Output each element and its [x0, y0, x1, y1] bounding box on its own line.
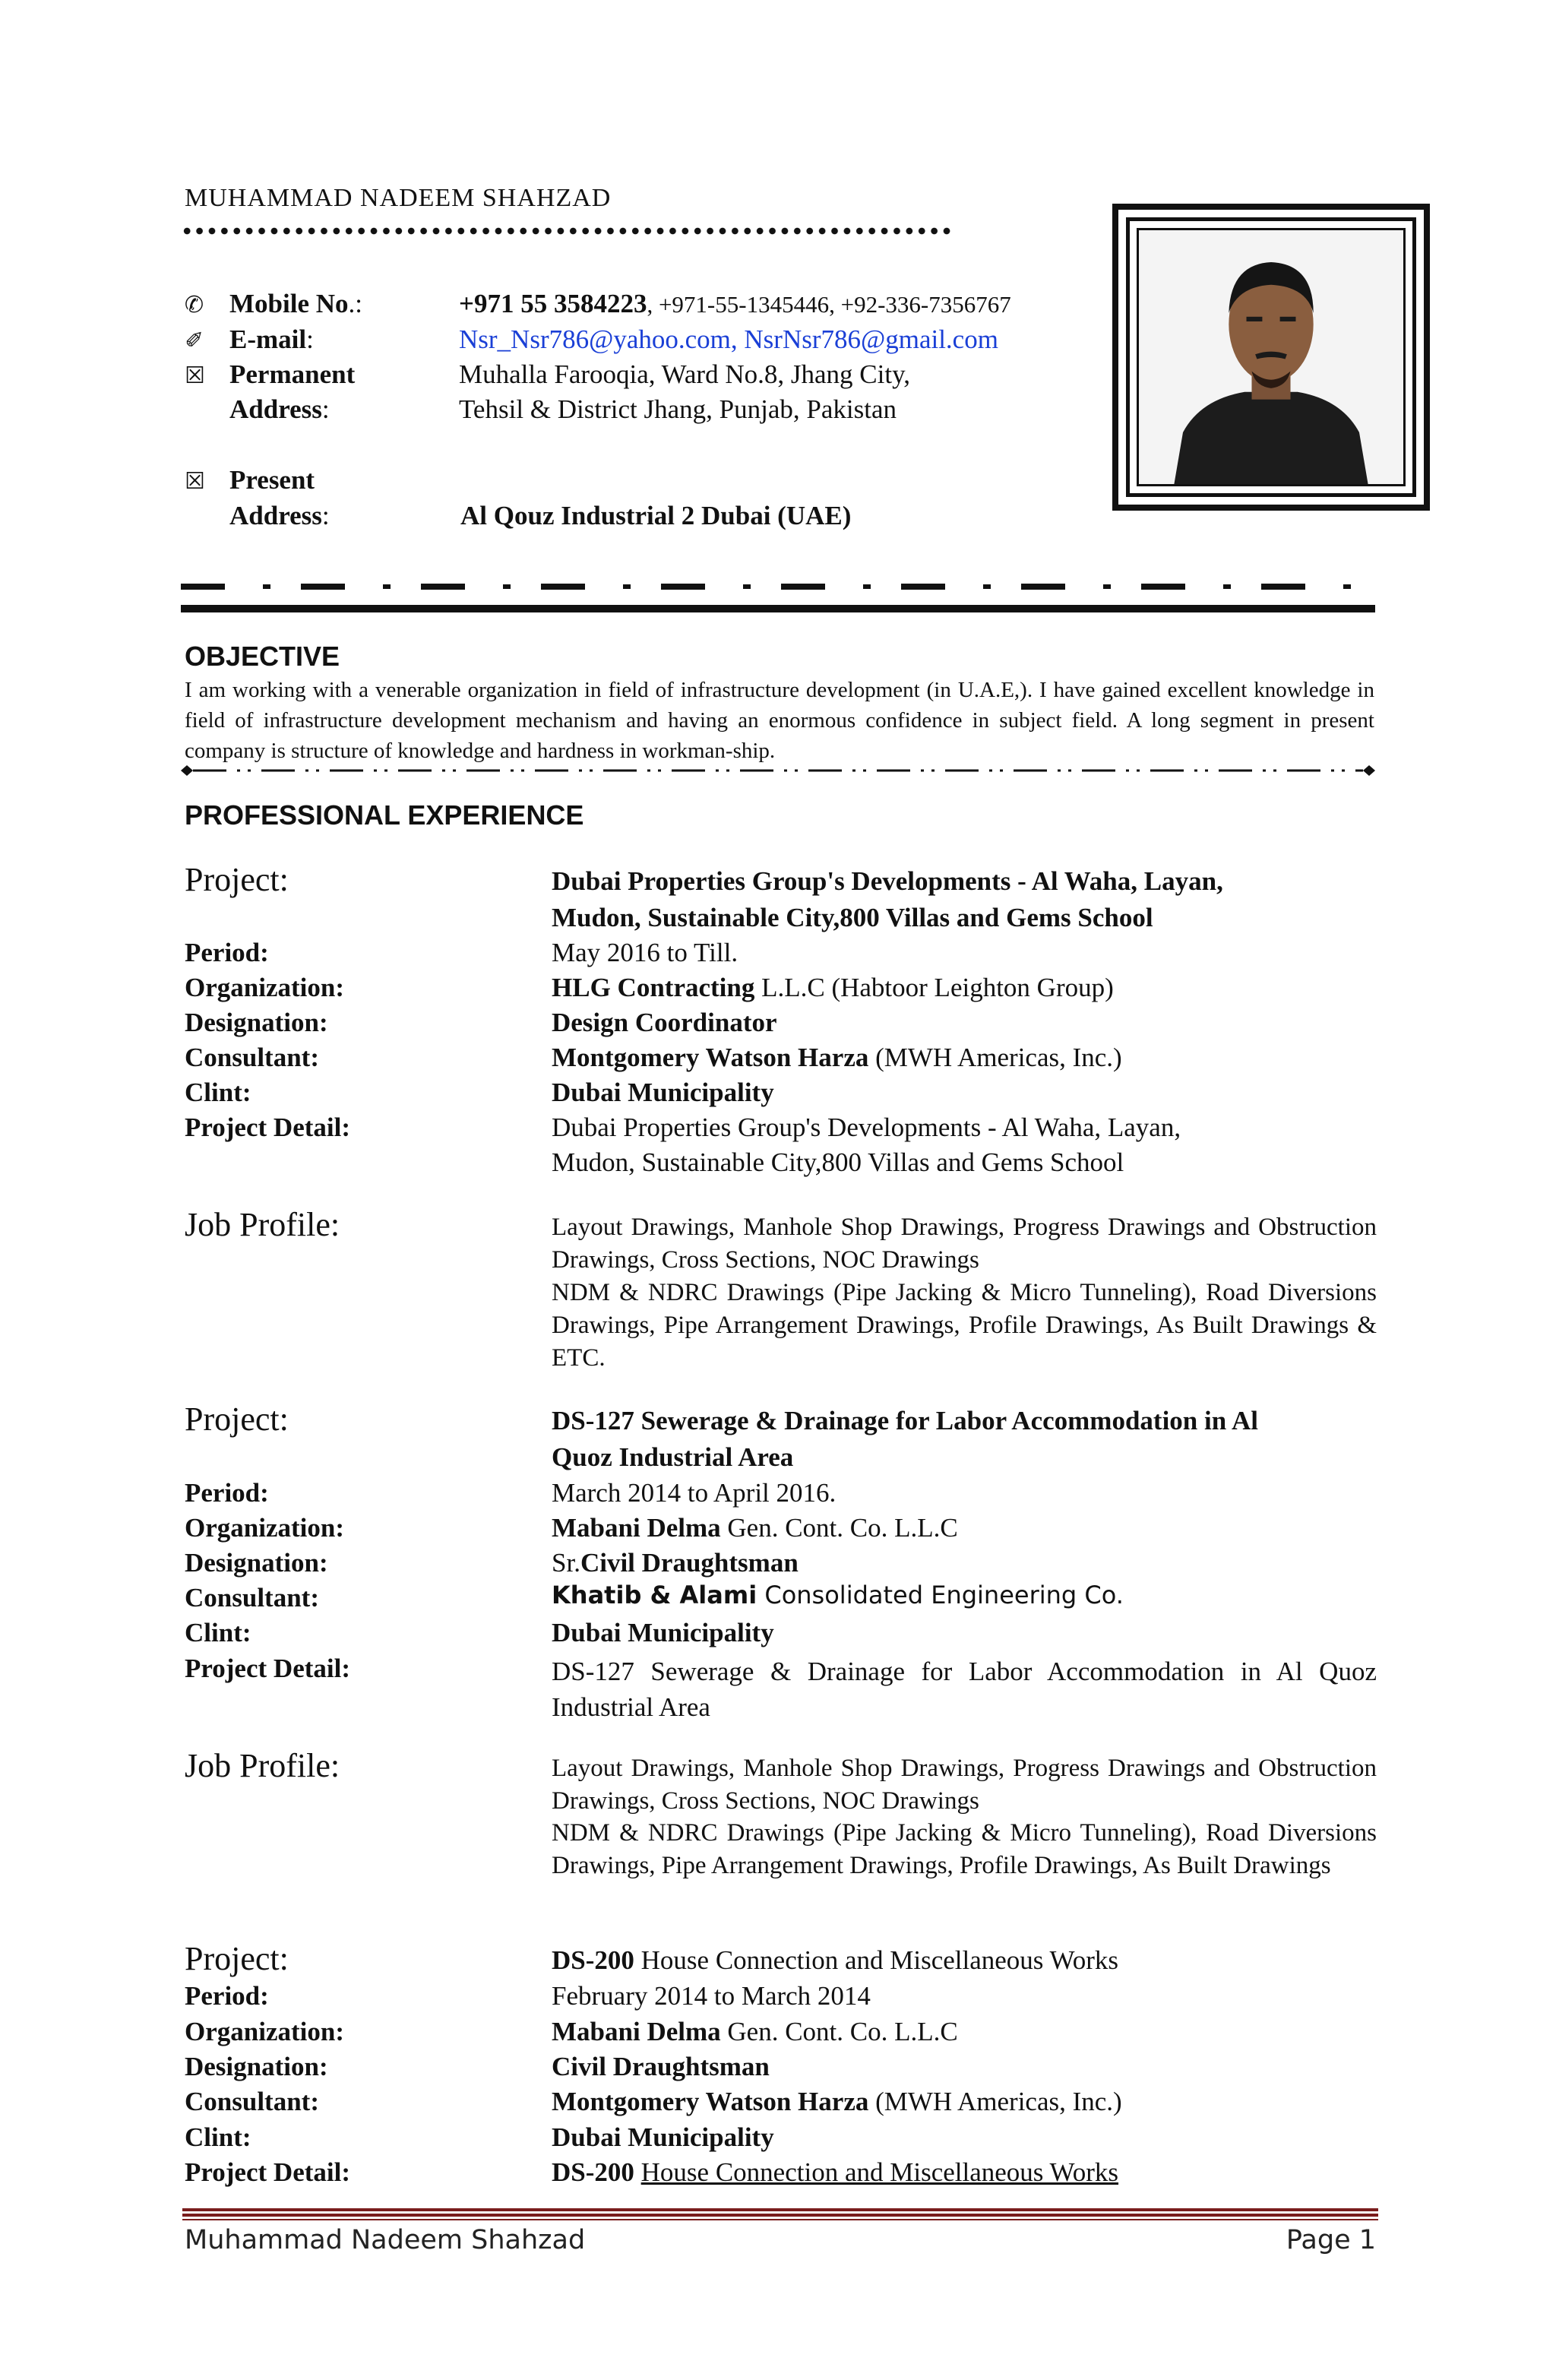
envelope-icon: ☒	[185, 468, 205, 495]
mouse-icon: ✐	[185, 328, 204, 354]
objective-heading: OBJECTIVE	[185, 641, 340, 672]
project-3-designation: Civil Draughtsman	[552, 2052, 770, 2081]
present-label: Present	[229, 465, 315, 495]
email-links[interactable]	[459, 324, 998, 355]
permanent-label: Permanent	[229, 359, 356, 389]
job-profile-label: Job Profile:	[185, 1747, 340, 1784]
project-3-title: DS-200 House Connection and Miscellaneous Works	[552, 1945, 1119, 1975]
designation-label: Designation:	[185, 2052, 328, 2081]
experience-heading: PROFESSIONAL EXPERIENCE	[185, 799, 584, 831]
mobile-label: Mobile No.:	[229, 289, 362, 318]
project-1-detail-line-1: Dubai Properties Group's Developments - Al Waha, Layan,	[552, 1112, 1181, 1142]
phone-icon: ✆	[185, 292, 204, 318]
project-1-organization: HLG Contracting L.L.C (Habtoor Leighton Group)	[552, 973, 1114, 1002]
project-label: Project:	[185, 1400, 289, 1438]
project-2-title-line-2: Quoz Industrial Area	[552, 1442, 794, 1472]
footer-rule	[182, 2219, 1378, 2220]
job-profile-label: Job Profile:	[185, 1206, 340, 1243]
designation-label: Designation:	[185, 1008, 328, 1037]
project-1-clint: Dubai Municipality	[552, 1078, 774, 1107]
project-1-detail-line-2: Mudon, Sustainable City,800 Villas and Gems School	[552, 1147, 1124, 1177]
project-1-title-line-2: Mudon, Sustainable City,800 Villas and Gems School	[552, 903, 1153, 932]
envelope-icon: ☒	[185, 362, 205, 389]
consultant-label: Consultant:	[185, 1583, 319, 1613]
project-detail-label: Project Detail:	[185, 2157, 350, 2187]
project-detail-label: Project Detail:	[185, 1654, 350, 1683]
footer-name: Muhammad Nadeem Shahzad	[185, 2225, 586, 2255]
project-3-clint: Dubai Municipality	[552, 2122, 774, 2152]
permanent-address-line-2: Tehsil & District Jhang, Punjab, Pakistan	[459, 394, 897, 424]
profile-photo	[1112, 204, 1430, 511]
project-2-job-profile-2: NDM & NDRC Drawings (Pipe Jacking & Micro Tunneling), Road Diversions Drawings, Pipe Arrangement Drawings, Profile Drawings, As Built Drawings	[552, 1819, 1377, 1879]
page-number: Page 1	[1286, 2225, 1376, 2255]
permanent-label-2: Address:	[229, 394, 330, 424]
objective-text: I am working with a venerable organization in field of infrastructure development (in U.A.E,). I have gained excellent knowledge in field of infrastructure development mechanism and having an enormous confidence in subject field. A long segment in present company is structure of knowledge and hardness in workman-ship.	[185, 678, 1374, 763]
project-1-designation: Design Coordinator	[552, 1008, 777, 1037]
clint-label: Clint:	[185, 1618, 251, 1647]
project-detail-label: Project Detail:	[185, 1112, 350, 1142]
dash-dot-divider	[181, 582, 1375, 591]
project-label: Project:	[185, 861, 289, 898]
project-1-job-profile-2: NDM & NDRC Drawings (Pipe Jacking & Micro Tunneling), Road Diversions Drawings, Pipe Arrangement Drawings, Profile Drawings, As Built Drawings & ETC.	[552, 1279, 1377, 1372]
permanent-address-line-1: Muhalla Farooqia, Ward No.8, Jhang City,	[459, 359, 911, 389]
footer-rule	[182, 2214, 1378, 2217]
present-address-row	[185, 465, 205, 495]
project-2-clint: Dubai Municipality	[552, 1618, 774, 1647]
organization-label: Organization:	[185, 1513, 344, 1543]
project-2-consultant: Khatib & Alami Consolidated Engineering Co.	[552, 1581, 1124, 1609]
footer-rule	[182, 2208, 1378, 2211]
present-address-value: Al Qouz Industrial 2 Dubai (UAE)	[460, 501, 852, 530]
project-2-organization: Mabani Delma Gen. Cont. Co. L.L.C	[552, 1513, 958, 1543]
project-1-period: May 2016 to Till.	[552, 938, 738, 967]
mobile-row	[185, 289, 204, 319]
mobile-value: +971 55 3584223, +971-55-1345446, +92-336-7356767	[459, 289, 1011, 318]
project-2-title-line-1: DS-127 Sewerage & Drainage for Labor Accommodation in Al	[552, 1406, 1259, 1435]
project-3-detail: DS-200 House Connection and Miscellaneous Works	[552, 2157, 1119, 2187]
candidate-name: MUHAMMAD NADEEM SHAHZAD	[185, 184, 612, 212]
project-2-detail: DS-127 Sewerage & Drainage for Labor Accommodation in Al Quoz Industrial Area	[552, 1657, 1377, 1722]
email-link-yahoo[interactable]: Nsr_Nsr786@yahoo.com,	[459, 324, 738, 354]
project-3-period: February 2014 to March 2014	[552, 1981, 871, 2011]
diamond-dash-divider	[181, 763, 1375, 778]
dotted-divider	[181, 225, 953, 237]
period-label: Period:	[185, 938, 269, 967]
organization-label: Organization:	[185, 2017, 344, 2046]
project-1-job-profile-1: Layout Drawings, Manhole Shop Drawings, Progress Drawings and Obstruction Drawings, Cross Sections, NOC Drawings	[552, 1214, 1377, 1274]
project-2-period: March 2014 to April 2016.	[552, 1478, 837, 1508]
consultant-label: Consultant:	[185, 1043, 319, 1072]
person-silhouette-icon	[1139, 230, 1403, 484]
designation-label: Designation:	[185, 1548, 328, 1578]
project-3-consultant: Montgomery Watson Harza (MWH Americas, Inc.)	[552, 2087, 1122, 2116]
project-1-consultant: Montgomery Watson Harza (MWH Americas, Inc.)	[552, 1043, 1122, 1072]
email-link-gmail[interactable]: NsrNsr786@gmail.com	[744, 324, 998, 354]
email-row	[185, 324, 204, 355]
period-label: Period:	[185, 1981, 269, 2011]
permanent-address-row	[185, 359, 205, 390]
clint-label: Clint:	[185, 2122, 251, 2152]
present-label-2: Address:	[229, 501, 330, 530]
project-3-organization: Mabani Delma Gen. Cont. Co. L.L.C	[552, 2017, 958, 2046]
project-1-title-line-1: Dubai Properties Group's Developments - Al Waha, Layan,	[552, 866, 1223, 896]
consultant-label: Consultant:	[185, 2087, 319, 2116]
period-label: Period:	[185, 1478, 269, 1508]
project-2-designation: Sr.Civil Draughtsman	[552, 1548, 799, 1578]
project-2-job-profile-1: Layout Drawings, Manhole Shop Drawings, Progress Drawings and Obstruction Drawings, Cross Sections, NOC Drawings	[552, 1755, 1377, 1815]
thick-divider	[181, 605, 1375, 612]
clint-label: Clint:	[185, 1078, 251, 1107]
organization-label: Organization:	[185, 973, 344, 1002]
project-label: Project:	[185, 1940, 289, 1977]
email-label: E-mail:	[229, 324, 314, 354]
